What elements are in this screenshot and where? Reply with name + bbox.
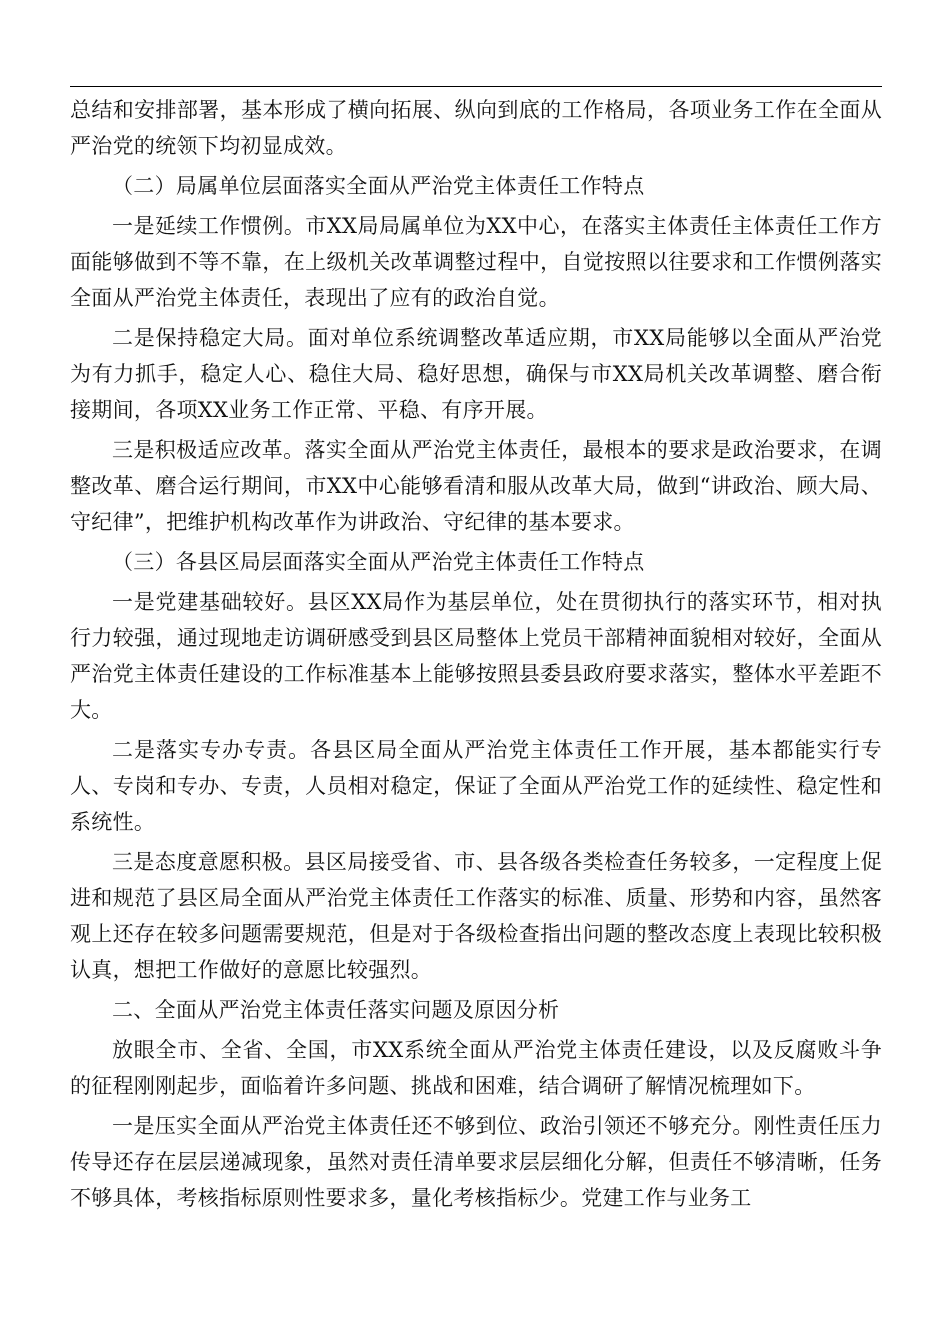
- paragraph-body: 放眼全市、全省、全国，市XX系统全面从严治党主体责任建设，以及反腐败斗争的征程刚刚起步，面临着许多问题、挑战和困难，结合调研了解情况梳理如下。: [70, 1038, 882, 1098]
- paragraph-body: 二是保持稳定大局。面对单位系统调整改革适应期，市XX局能够以全面从严治党为有力抓手，稳定人心、稳住大局、稳好思想，确保与市XX局机关改革调整、磨合衔接期间，各项XX业务工作正常、平稳、有序开展。: [70, 326, 882, 422]
- paragraph-continuation: 总结和安排部署，基本形成了横向拓展、纵向到底的工作格局，各项业务工作在全面从严治党的统领下均初显成效。: [70, 98, 882, 158]
- paragraph-body: 三是态度意愿积极。县区局接受省、市、县各级各类检查任务较多，一定程度上促进和规范了县区局全面从严治党主体责任工作落实的标准、质量、形势和内容，虽然客观上还存在较多问题需要规范，但是对于各级检查指出问题的整改态度上表现比较积极认真，想把工作做好的意愿比较强烈。: [70, 850, 882, 982]
- chapter-heading-2: 二、全面从严治党主体责任落实问题及原因分析: [112, 998, 560, 1022]
- header-rule: [70, 86, 882, 87]
- document-body: [70, 92, 882, 1220]
- paragraph-body: 一是延续工作惯例。市XX局局属单位为XX中心，在落实主体责任主体责任工作方面能够做到不等不靠，在上级机关改革调整过程中，自觉按照以往要求和工作惯例落实全面从严治党主体责任，表现出了应有的政治自觉。: [70, 214, 882, 310]
- paragraph-body: 一是压实全面从严治党主体责任还不够到位、政治引领还不够充分。刚性责任压力传导还存在层层递减现象，虽然对责任清单要求层层细化分解，但责任不够清晰，任务不够具体，考核指标原则性要求多，量化考核指标少。党建工作与业务工: [70, 1114, 882, 1210]
- paragraph-body: 三是积极适应改革。落实全面从严治党主体责任，最根本的要求是政治要求，在调整改革、磨合运行期间，市XX中心能够看清和服从改革大局，做到“讲政治、顾大局、守纪律”，把维护机构改革作为讲政治、守纪律的基本要求。: [70, 438, 882, 534]
- paragraph-body: 一是党建基础较好。县区XX局作为基层单位，处在贯彻执行的落实环节，相对执行力较强，通过现地走访调研感受到县区局整体上党员干部精神面貌相对较好，全面从严治党主体责任建设的工作标准基本上能够按照县委县政府要求落实，整体水平差距不大。: [70, 590, 882, 722]
- paragraph-body: 二是落实专办专责。各县区局全面从严治党主体责任工作开展，基本都能实行专人、专岗和专办、专责，人员相对稳定，保证了全面从严治党工作的延续性、稳定性和系统性。: [70, 738, 882, 834]
- section-heading-2: （二）局属单位层面落实全面从严治党主体责任工作特点: [112, 174, 645, 198]
- section-heading-3: （三）各县区局层面落实全面从严治党主体责任工作特点: [112, 550, 645, 574]
